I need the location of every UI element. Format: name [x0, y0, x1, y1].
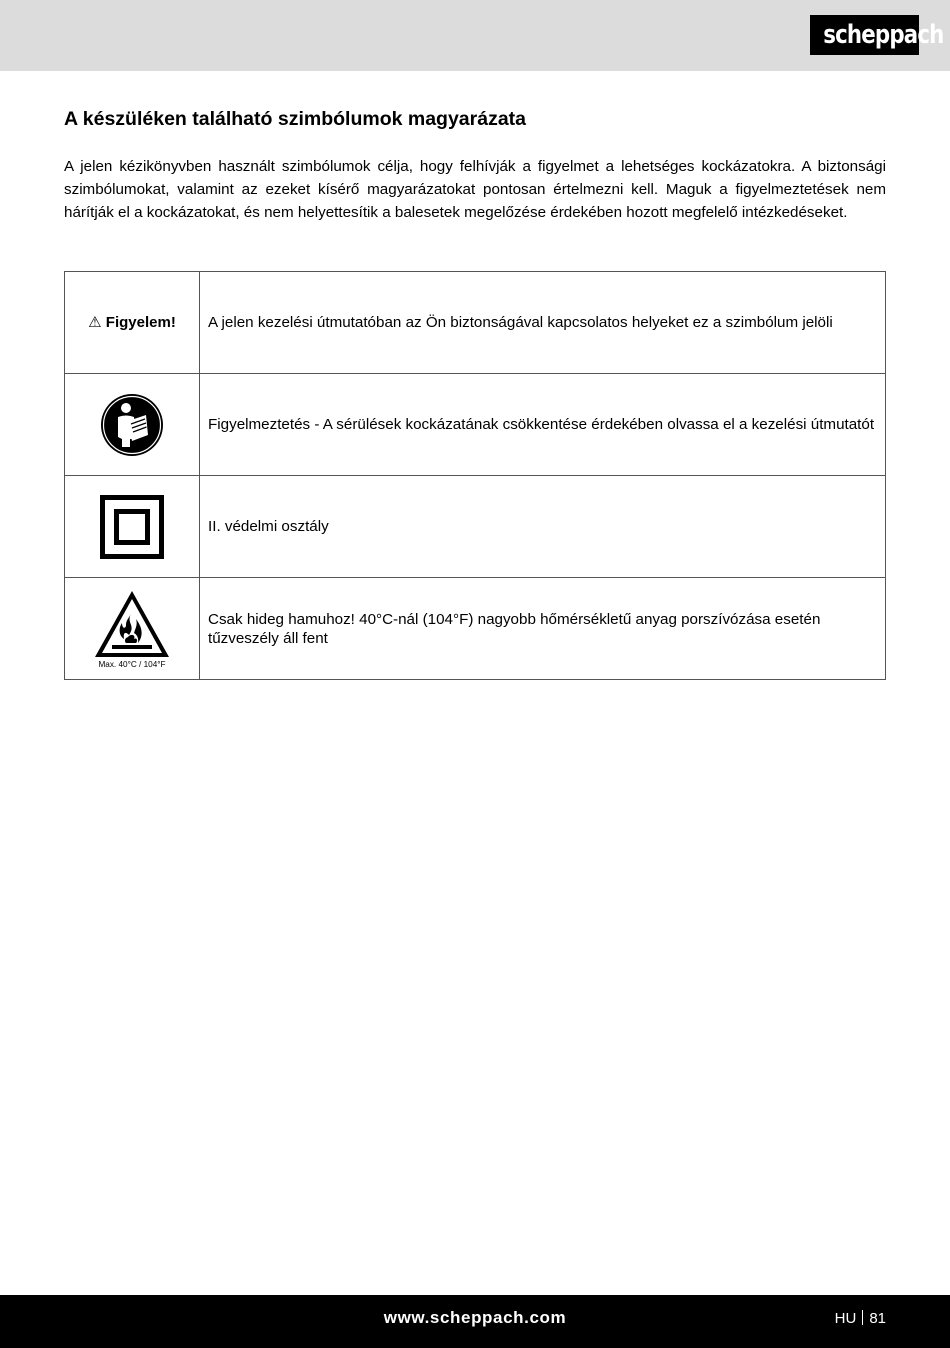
- symbol-cell: [65, 374, 200, 476]
- scheppach-logo: scheppach: [810, 15, 919, 55]
- description-cell: II. védelmi osztály: [200, 476, 886, 578]
- description-cell: A jelen kezelési útmutatóban az Ön biztonságával kapcsolatos helyeket ez a szimbólum jelöli: [200, 272, 886, 374]
- page-number: [835, 1310, 886, 1327]
- symbol-cell: [65, 272, 200, 374]
- separator: [862, 1310, 863, 1325]
- attention-label: ⚠ Figyelem!: [88, 314, 176, 331]
- protection-class-ii-icon: [100, 495, 164, 559]
- warning-triangle-icon: ⚠: [88, 314, 102, 331]
- description-cell: Figyelmeztetés - A sérülések kockázatának csökkentése érdekében olvassa el a kezelési útmutatót: [200, 374, 886, 476]
- page-title: A készüléken található szimbólumok magyarázata: [64, 108, 527, 130]
- fire-hazard-icon: [92, 587, 172, 671]
- symbol-cell: [65, 578, 200, 680]
- table-row: [65, 578, 886, 680]
- table-row: [65, 476, 886, 578]
- language-code: HU: [834, 1310, 857, 1327]
- intro-paragraph: A jelen kézikönyvben használt szimbólumok célja, hogy felhívják a figyelmet a lehetséges kockázatokra. A biztonsági szimbólumokat, valamint az ezeket kísérő magyarázatokat pontosan értelmezni kell. Maguk a figyelmeztetések nem hárítják el a kockázatokat, és nem helyettesítik a balesetek megelőzése érdekében hozott megfelelő intézkedéseket.: [64, 158, 886, 221]
- read-manual-icon: [100, 393, 164, 457]
- description-cell: Csak hideg hamuhoz! 40°C-nál (104°F) nagyobb hőmérsékletű anyag porszívózása esetén tűzveszély áll fent: [200, 578, 886, 680]
- header-band: [0, 0, 950, 71]
- symbol-cell: [65, 476, 200, 578]
- symbols-table: [64, 271, 886, 680]
- table-row: [65, 272, 886, 374]
- page-num: 81: [869, 1310, 886, 1327]
- table-row: [65, 374, 886, 476]
- footer: [0, 1295, 950, 1348]
- website-link[interactable]: www.scheppach.com: [383, 1308, 567, 1327]
- fire-hazard-caption: Max. 40°C / 104°F: [98, 659, 166, 669]
